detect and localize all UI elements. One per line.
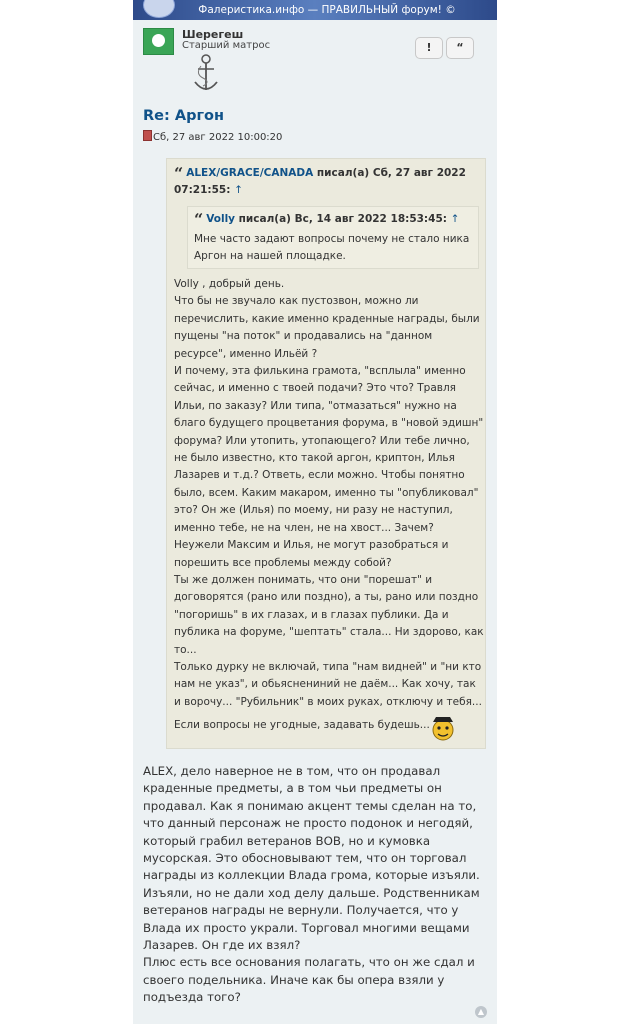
site-logo [143,0,175,18]
rank-anchor-icon [191,52,221,96]
quote-line: Что бы не звучало как пустозвон, можно ли перечислить, какие именно краденные награды, были пущены "на поток" и продавались на "данном ресурсе", именно Ильёй ? [174,295,480,360]
user-rank: Старший матрос [182,40,271,51]
nested-quote-block [187,206,479,269]
quote-line: И почему, эта филькина грамота, "всплыла" именно сейчас, и именно с твоей подачи? Это что? Травля Ильи, по заказу? Или типа, "отмазаться" нужно на благо будущего процветания форума, в "новой эдишн" форума? Или утопить, утопающего? Или тебе лично, не было известно, кто такой аргон, криптон, Илья Лазарев и т.д.? Ответь, если можно. Чтобы понятно было, всем. Каким макаром, именно ты "опубликовал" это? Он же (Илья) по моему, ни разу не наступил, именно тебе, не на член, не на хвост... Зачем? [174,365,484,534]
nested-quote-author-link[interactable]: Volly [206,213,236,225]
quote-line: Volly , добрый день. [174,278,285,290]
smiley-icon [429,713,457,743]
quote-icon: “ [174,164,184,183]
quote-line: Только дурку не включай, типа "нам видней" и "ни кто нам не указ", и обьяснениний не даём... Как хочу, так и ворочу... "Рубильник" в моих руках, отключу и тебя... [174,660,482,708]
post-meta [143,130,282,143]
post-paragraph: Плюс есть все основания полагать, что он же сдал и своего подельника. Иначе как бы опера взяли у подъезда того? [143,955,475,1005]
post-title[interactable]: Re: Аргон [143,108,225,124]
forum-page [133,0,497,1024]
username[interactable]: Шерегеш [182,28,244,41]
quote-body [174,276,484,735]
quote-icon: “ [194,210,204,229]
banner-text: Фалеристика.инфо — ПРАВИЛЬНЫЙ форум! © [198,4,456,16]
quote-line: Если вопросы не угодные, задавать будешь... [174,719,430,732]
quote-line: Ты же должен понимать, что они "порешат" и договорятся (рано или поздно), а ты, рано или поздно "погоришь" в их глазах, и в глазах публики. Да и публика на форуме, "шептать" стала... Ни здорово, как то... [174,573,484,656]
back-to-top-icon[interactable]: ▲ [475,1006,487,1018]
quote-block [166,158,486,749]
nested-quote-source-link[interactable]: ↑ [450,213,460,225]
nested-quote-header [194,210,460,229]
avatar[interactable] [143,28,174,55]
quote-line: Неужели Максим и Илья, не могут разобраться и порешить все проблемы между собой? [174,539,449,569]
nested-quote-text: Мне часто задают вопросы почему не стало ника Аргон на нашей площадке. [194,233,470,262]
quote-author-link[interactable]: ALEX/GRACE/CANADA [186,167,314,179]
post-date: Сб, 27 авг 2022 10:00:20 [153,132,283,143]
nested-quote-wrote: писал(а) Вс, 14 авг 2022 18:53:45: [235,213,451,225]
quote-source-link[interactable]: ↑ [234,184,243,196]
report-button[interactable]: ! [415,37,443,59]
emblem-icon [152,34,165,47]
site-banner[interactable] [133,0,497,20]
quote-button[interactable]: “ [446,37,474,59]
quote-header [174,165,479,199]
post-icon[interactable] [143,130,152,141]
post-paragraph: ALEX, дело наверное не в том, что он продавал краденные предметы, а в том чьи предметы он продавал. Как я понимаю акцент темы сделан на то, что данный персонаж не просто подонок и негодяй, который грабил ветеранов ВОВ, но и кумовка мусорская. Это обосновывают тем, что он торговал награды из коллекции Влада грома, которые изъяли. Изъяли, но не дали ход делу дальше. Родственникам ветеранов награды не вернули. Получается, что у Влада их просто украли. Торговал многими вещами Лазарев. Он где их взял? [143,764,480,953]
post-author-block [143,27,487,97]
quote-wrote: писал(а) Сб, 27 авг 2022 07:21:55: [174,167,466,196]
post-body [143,763,488,1007]
